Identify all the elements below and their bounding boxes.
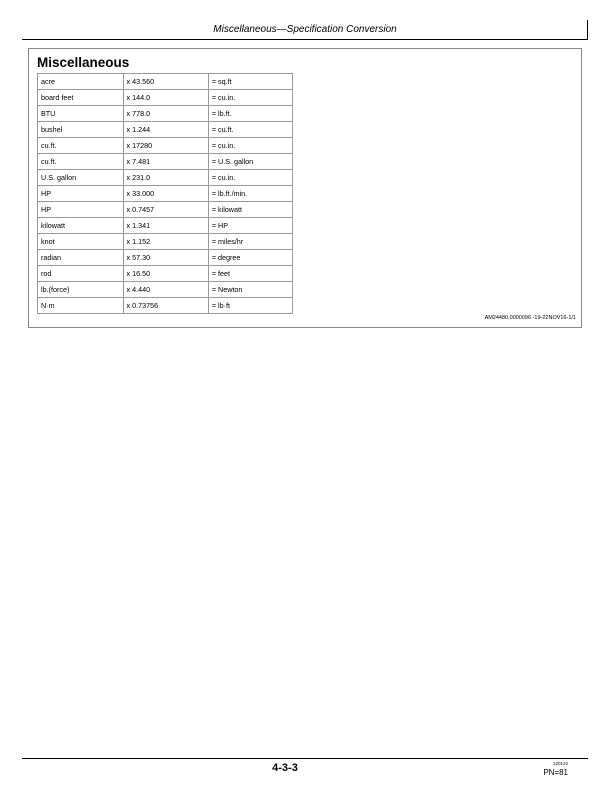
- unit-cell: rod: [38, 266, 124, 282]
- factor-cell: x 43.560: [123, 74, 208, 90]
- factor-cell: x 778.0: [123, 106, 208, 122]
- factor-cell: x 1.152: [123, 234, 208, 250]
- result-cell: = feet: [208, 266, 292, 282]
- result-cell: = lb.ft.: [208, 106, 292, 122]
- factor-cell: x 33.000: [123, 186, 208, 202]
- result-cell: = lb·ft: [208, 298, 292, 314]
- factor-cell: x 0.7457: [123, 202, 208, 218]
- result-cell: = degree: [208, 250, 292, 266]
- unit-cell: N·m: [38, 298, 124, 314]
- unit-cell: bushel: [38, 122, 124, 138]
- conversion-table-body: [38, 74, 293, 314]
- table-row: [38, 202, 293, 218]
- unit-cell: cu.ft.: [38, 138, 124, 154]
- result-cell: = HP: [208, 218, 292, 234]
- unit-cell: knot: [38, 234, 124, 250]
- document-reference: AM24480,0000096 -19-22NOV16-1/1: [484, 315, 576, 321]
- table-row: [38, 170, 293, 186]
- factor-cell: x 0.73756: [123, 298, 208, 314]
- unit-cell: cu.ft.: [38, 154, 124, 170]
- table-row: [38, 122, 293, 138]
- unit-cell: board feet: [38, 90, 124, 106]
- pn-label: PN=81: [543, 768, 568, 777]
- unit-cell: acre: [38, 74, 124, 90]
- factor-cell: x 17280: [123, 138, 208, 154]
- factor-cell: x 16.50: [123, 266, 208, 282]
- result-cell: = cu.in.: [208, 90, 292, 106]
- table-row: [38, 218, 293, 234]
- factor-cell: x 57.30: [123, 250, 208, 266]
- result-cell: = cu.in.: [208, 170, 292, 186]
- section-title: Miscellaneous: [37, 55, 130, 70]
- factor-cell: x 231.0: [123, 170, 208, 186]
- conversion-table: [37, 73, 293, 314]
- page-header-title: Miscellaneous—Specification Conversion: [213, 24, 397, 35]
- footer-rule: [22, 758, 588, 759]
- result-cell: = cu.ft.: [208, 122, 292, 138]
- unit-cell: U.S. gallon: [38, 170, 124, 186]
- date-code: 120122: [552, 761, 568, 766]
- table-row: [38, 186, 293, 202]
- result-cell: = sq.ft: [208, 74, 292, 90]
- table-row: [38, 250, 293, 266]
- table-row: [38, 90, 293, 106]
- result-cell: = lb.ft./min.: [208, 186, 292, 202]
- factor-cell: x 7.481: [123, 154, 208, 170]
- page-header: [22, 22, 588, 40]
- result-cell: = cu.in.: [208, 138, 292, 154]
- factor-cell: x 144.0: [123, 90, 208, 106]
- table-row: [38, 282, 293, 298]
- header-corner-rule: [587, 20, 588, 39]
- factor-cell: x 4.440: [123, 282, 208, 298]
- result-cell: = U.S. gallon: [208, 154, 292, 170]
- unit-cell: BTU: [38, 106, 124, 122]
- factor-cell: x 1.341: [123, 218, 208, 234]
- table-row: [38, 234, 293, 250]
- result-cell: = Newton: [208, 282, 292, 298]
- result-cell: = miles/hr: [208, 234, 292, 250]
- unit-cell: radian: [38, 250, 124, 266]
- unit-cell: HP: [38, 186, 124, 202]
- unit-cell: lb.(force): [38, 282, 124, 298]
- conversion-section: [28, 48, 582, 328]
- table-row: [38, 266, 293, 282]
- table-row: [38, 138, 293, 154]
- page-number: 4-3-3: [272, 762, 298, 774]
- unit-cell: kilowatt: [38, 218, 124, 234]
- table-row: [38, 106, 293, 122]
- result-cell: = kilowatt: [208, 202, 292, 218]
- factor-cell: x 1.244: [123, 122, 208, 138]
- unit-cell: HP: [38, 202, 124, 218]
- table-row: [38, 74, 293, 90]
- table-row: [38, 298, 293, 314]
- table-row: [38, 154, 293, 170]
